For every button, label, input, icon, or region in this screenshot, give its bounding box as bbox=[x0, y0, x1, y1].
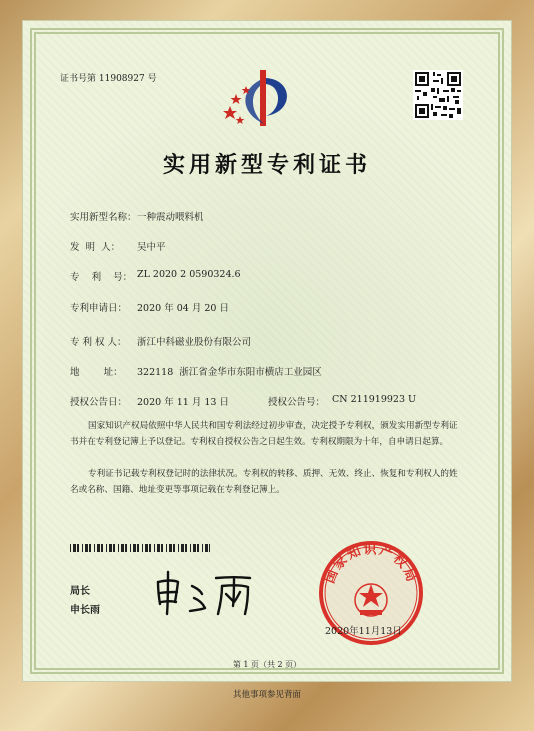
cert-no-value: 11908927 bbox=[98, 74, 145, 84]
address-label: 地 址： bbox=[70, 367, 123, 378]
seal-date: 2020年11月13日 bbox=[325, 626, 402, 637]
barcode-icon bbox=[70, 544, 210, 552]
grant-date-label: 授权公告日： bbox=[70, 397, 128, 408]
grant-statement: 国家知识产权局依照中华人民共和国专利法经过初步审查，决定授予专利权，颁发实用新型专利证书并在专利登记簿上予以登记。专利权自授权公告之日起生效。专利权期限为十年，自申请日起算。 bbox=[70, 421, 458, 447]
filing-date-value: 2020 年 04 月 20 日 bbox=[137, 303, 229, 314]
page-indicator: 第 1 页（共 2 页） bbox=[232, 660, 302, 669]
grant-number-value: CN 211919923 U bbox=[332, 394, 417, 405]
grant-number-label: 授权公告号： bbox=[268, 397, 326, 408]
inventor-label: 发 明 人： bbox=[70, 242, 121, 253]
address-value: 322118 浙江省金华市东阳市横店工业园区 bbox=[137, 367, 322, 378]
signatory-name: 申长雨 bbox=[70, 605, 100, 616]
certificate-number bbox=[60, 71, 157, 84]
patent-number-value: ZL 2020 2 0590324.6 bbox=[137, 269, 241, 280]
patent-number-label: 专 利 号： bbox=[70, 272, 133, 283]
grant-date-value: 2020 年 11 月 13 日 bbox=[137, 397, 229, 408]
inventor-value: 吴中平 bbox=[137, 242, 166, 253]
cert-no-suffix: 号 bbox=[147, 74, 157, 84]
cnipa-logo-icon bbox=[220, 66, 296, 132]
name-label: 实用新型名称： bbox=[70, 212, 137, 223]
filing-date-label: 专利申请日： bbox=[70, 303, 128, 314]
qr-code-icon bbox=[413, 70, 463, 120]
owner-label: 专 利 权 人： bbox=[70, 337, 127, 348]
handwritten-signature-icon bbox=[150, 568, 270, 618]
name-value: 一种震动喂料机 bbox=[137, 212, 204, 223]
seal-text: 国家知识产权局 bbox=[322, 542, 420, 586]
cert-no-label: 证书号第 bbox=[60, 74, 97, 84]
certificate-title: 实用新型专利证书 bbox=[162, 152, 371, 178]
owner-value: 浙江中科磁业股份有限公司 bbox=[137, 337, 252, 348]
back-side-note: 其他事项参见背面 bbox=[232, 690, 301, 700]
legal-status-statement: 专利证书记载专利权登记时的法律状况。专利权的转移、质押、无效、终止、恢复和专利权人的姓名或名称、国籍、地址变更等事项记载在专利登记簿上。 bbox=[70, 469, 458, 495]
signatory-role: 局长 bbox=[70, 586, 90, 597]
